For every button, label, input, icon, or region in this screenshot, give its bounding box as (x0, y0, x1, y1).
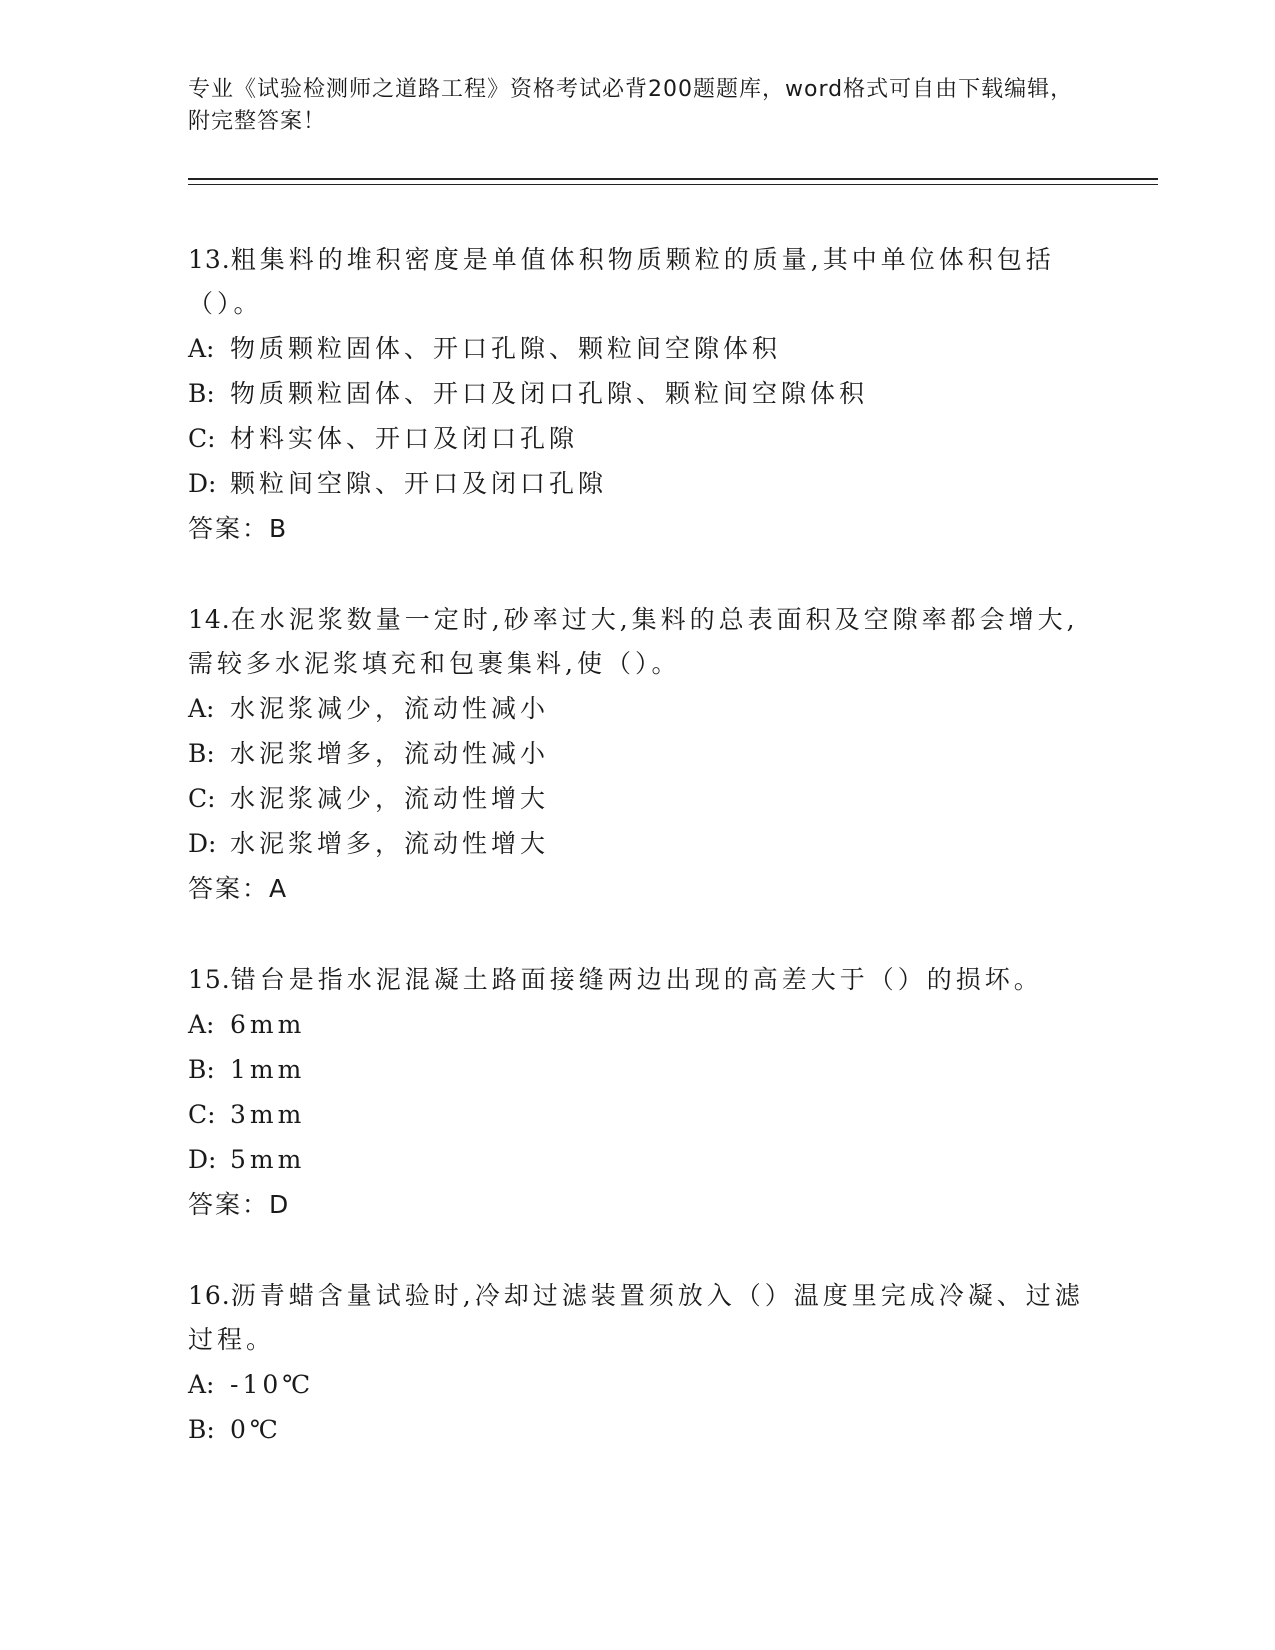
option-a (188, 1362, 1088, 1407)
question-text: 错台是指水泥混凝土路面接缝两边出现的高差大于（）的损坏。 (230, 965, 1043, 994)
option-d (188, 821, 1088, 866)
option-text: 水泥浆增多，流动性减小 (230, 739, 550, 768)
option-text: 6mm (230, 1010, 306, 1039)
option-key: C: (188, 424, 216, 453)
option-d (188, 461, 1088, 506)
answer-label: 答案：D (188, 1190, 291, 1219)
question-stem (188, 1274, 1088, 1362)
question-number: 15. (188, 965, 231, 994)
option-b (188, 1047, 1088, 1092)
option-text: 水泥浆减少，流动性增大 (230, 784, 550, 813)
question-15 (188, 958, 1088, 1228)
question-stem (188, 238, 1088, 326)
option-text: 1mm (230, 1055, 306, 1084)
option-text: 5mm (230, 1145, 306, 1174)
option-a (188, 1002, 1088, 1047)
option-b (188, 371, 1088, 416)
option-text: 颗粒间空隙、开口及闭口孔隙 (230, 469, 608, 498)
option-text: 0℃ (230, 1415, 282, 1444)
option-key: D: (188, 1145, 217, 1174)
option-key: B: (188, 1415, 215, 1444)
option-c (188, 416, 1088, 461)
question-text: 沥青蜡含量试验时,冷却过滤装置须放入（）温度里完成冷凝、过滤过程。 (188, 1281, 1084, 1354)
option-a (188, 326, 1088, 371)
question-number: 16. (188, 1281, 231, 1310)
option-key: C: (188, 784, 216, 813)
option-text: 物质颗粒固体、开口及闭口孔隙、颗粒间空隙体积 (230, 379, 869, 408)
question-16 (188, 1274, 1088, 1452)
question-text: 粗集料的堆积密度是单值体积物质颗粒的质量,其中单位体积包括（）。 (188, 245, 1055, 318)
option-key: C: (188, 1100, 216, 1129)
option-key: A: (188, 334, 215, 363)
option-b (188, 1407, 1088, 1452)
question-stem (188, 958, 1088, 1002)
option-text: 水泥浆增多，流动性增大 (230, 829, 550, 858)
question-number: 13. (188, 245, 231, 274)
option-key: A: (188, 1010, 215, 1039)
header-divider (188, 178, 1158, 180)
option-text: 3mm (230, 1100, 306, 1129)
document-header: 专业《试验检测师之道路工程》资格考试必背200题题库，word格式可自由下载编辑，附完整答案！ (188, 77, 1074, 134)
option-d (188, 1137, 1088, 1182)
option-c (188, 1092, 1088, 1137)
option-a (188, 686, 1088, 731)
header-divider-thin (188, 184, 1158, 185)
option-text: 物质颗粒固体、开口孔隙、颗粒间空隙体积 (230, 334, 782, 363)
option-key: B: (188, 1055, 215, 1084)
option-key: A: (188, 1370, 215, 1399)
option-text: 材料实体、开口及闭口孔隙 (230, 424, 579, 453)
answer-label: 答案：A (188, 874, 289, 903)
option-text: -10℃ (230, 1370, 315, 1399)
option-key: B: (188, 739, 215, 768)
option-key: A: (188, 694, 215, 723)
option-text: 水泥浆减少，流动性减小 (230, 694, 550, 723)
option-key: B: (188, 379, 215, 408)
option-b (188, 731, 1088, 776)
question-13 (188, 238, 1088, 552)
question-stem (188, 598, 1088, 686)
option-key: D: (188, 469, 217, 498)
option-c (188, 776, 1088, 821)
question-list (188, 238, 1088, 1498)
option-key: D: (188, 829, 217, 858)
question-14 (188, 598, 1088, 912)
question-text: 在水泥浆数量一定时,砂率过大,集料的总表面积及空隙率都会增大,需较多水泥浆填充和包裹集料,使（）。 (188, 605, 1079, 678)
answer-label: 答案：B (188, 514, 289, 543)
question-number: 14. (188, 605, 231, 634)
